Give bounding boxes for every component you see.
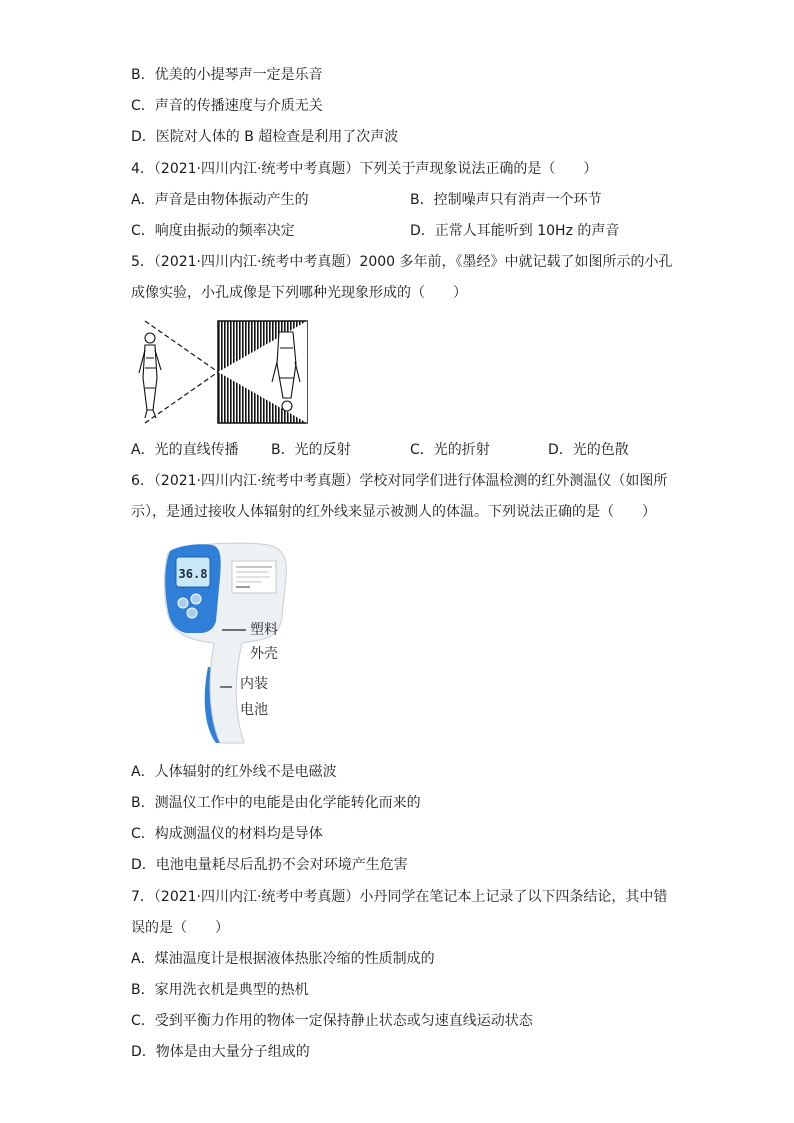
q4-option-a: A．声音是由物体振动产生的: [131, 192, 309, 208]
q7-option-c: C．受到平衡力作用的物体一定保持静止状态或匀速直线运动状态: [131, 1013, 533, 1029]
q5-option-b: B．光的反射: [271, 442, 351, 458]
q5-option-a: A．光的直线传播: [131, 442, 239, 458]
q6-stem-line2: 示），是通过接收人体辐射的红外线来显示被测人的体温。下列说法正确的是（ ）: [131, 504, 656, 520]
q6-stem-line1: 6．（2021·四川内江·统考中考真题）学校对同学们进行体温检测的红外测温仪（如图所: [131, 473, 668, 489]
q6-option-d: D．电池电量耗尽后乱扔不会对环境产生危害: [131, 857, 408, 873]
shell-label-line1: 塑料: [250, 622, 278, 638]
q4-option-c: C．响度由振动的频率决定: [131, 223, 295, 239]
battery-label-line1: 内装: [240, 676, 268, 692]
q7-stem-line2: 误的是（ ）: [131, 920, 229, 936]
q5-option-d: D．光的色散: [548, 442, 629, 458]
q7-option-a: A．煤油温度计是根据液体热胀冷缩的性质制成的: [131, 951, 435, 967]
lower-ray: [145, 372, 218, 423]
q6-option-a: A．人体辐射的红外线不是电磁波: [131, 764, 337, 780]
battery-label-line2: 电池: [240, 702, 268, 718]
standing-person: [139, 333, 161, 418]
q3-option-c: C．声音的传播速度与介质无关: [131, 98, 323, 114]
q4-stem: 4．（2021·四川内江·统考中考真题）下列关于声现象说法正确的是（ ）: [131, 161, 598, 177]
shell-label-line2: 外壳: [250, 646, 278, 662]
q4-option-b: B．控制噪声只有消声一个环节: [410, 192, 602, 208]
q7-option-d: D．物体是由大量分子组成的: [131, 1044, 310, 1060]
infrared-thermometer-figure: [146, 537, 296, 749]
q5-stem-line2: 成像实验，小孔成像是下列哪种光现象形成的（ ）: [131, 285, 467, 301]
lcd-reading: 36.8: [178, 567, 208, 581]
q3-option-d: D．医院对人体的 B 超检查是利用了次声波: [131, 129, 399, 145]
q5-stem-line1: 5．（2021·四川内江·统考中考真题）2000 多年前，《墨经》中就记载了如图所示的小孔: [131, 254, 673, 270]
q6-option-b: B．测温仪工作中的电能是由化学能转化而来的: [131, 795, 421, 811]
left-button: [178, 598, 188, 608]
q3-option-b: B．优美的小提琴声一定是乐音: [131, 67, 323, 83]
down-button: [187, 608, 197, 618]
q4-option-d: D．正常人耳能听到 10Hz 的声音: [410, 223, 620, 239]
q5-option-c: C．光的折射: [410, 442, 490, 458]
q7-stem-line1: 7．（2021·四川内江·统考中考真题）小丹同学在笔记本上记录了以下四条结论，其中错: [131, 889, 668, 905]
pinhole-camera-figure: [131, 318, 311, 428]
q7-option-b: B．家用洗衣机是典型的热机: [131, 982, 309, 998]
up-button: [191, 594, 201, 604]
q6-option-c: C．构成测温仪的材料均是导体: [131, 826, 323, 842]
